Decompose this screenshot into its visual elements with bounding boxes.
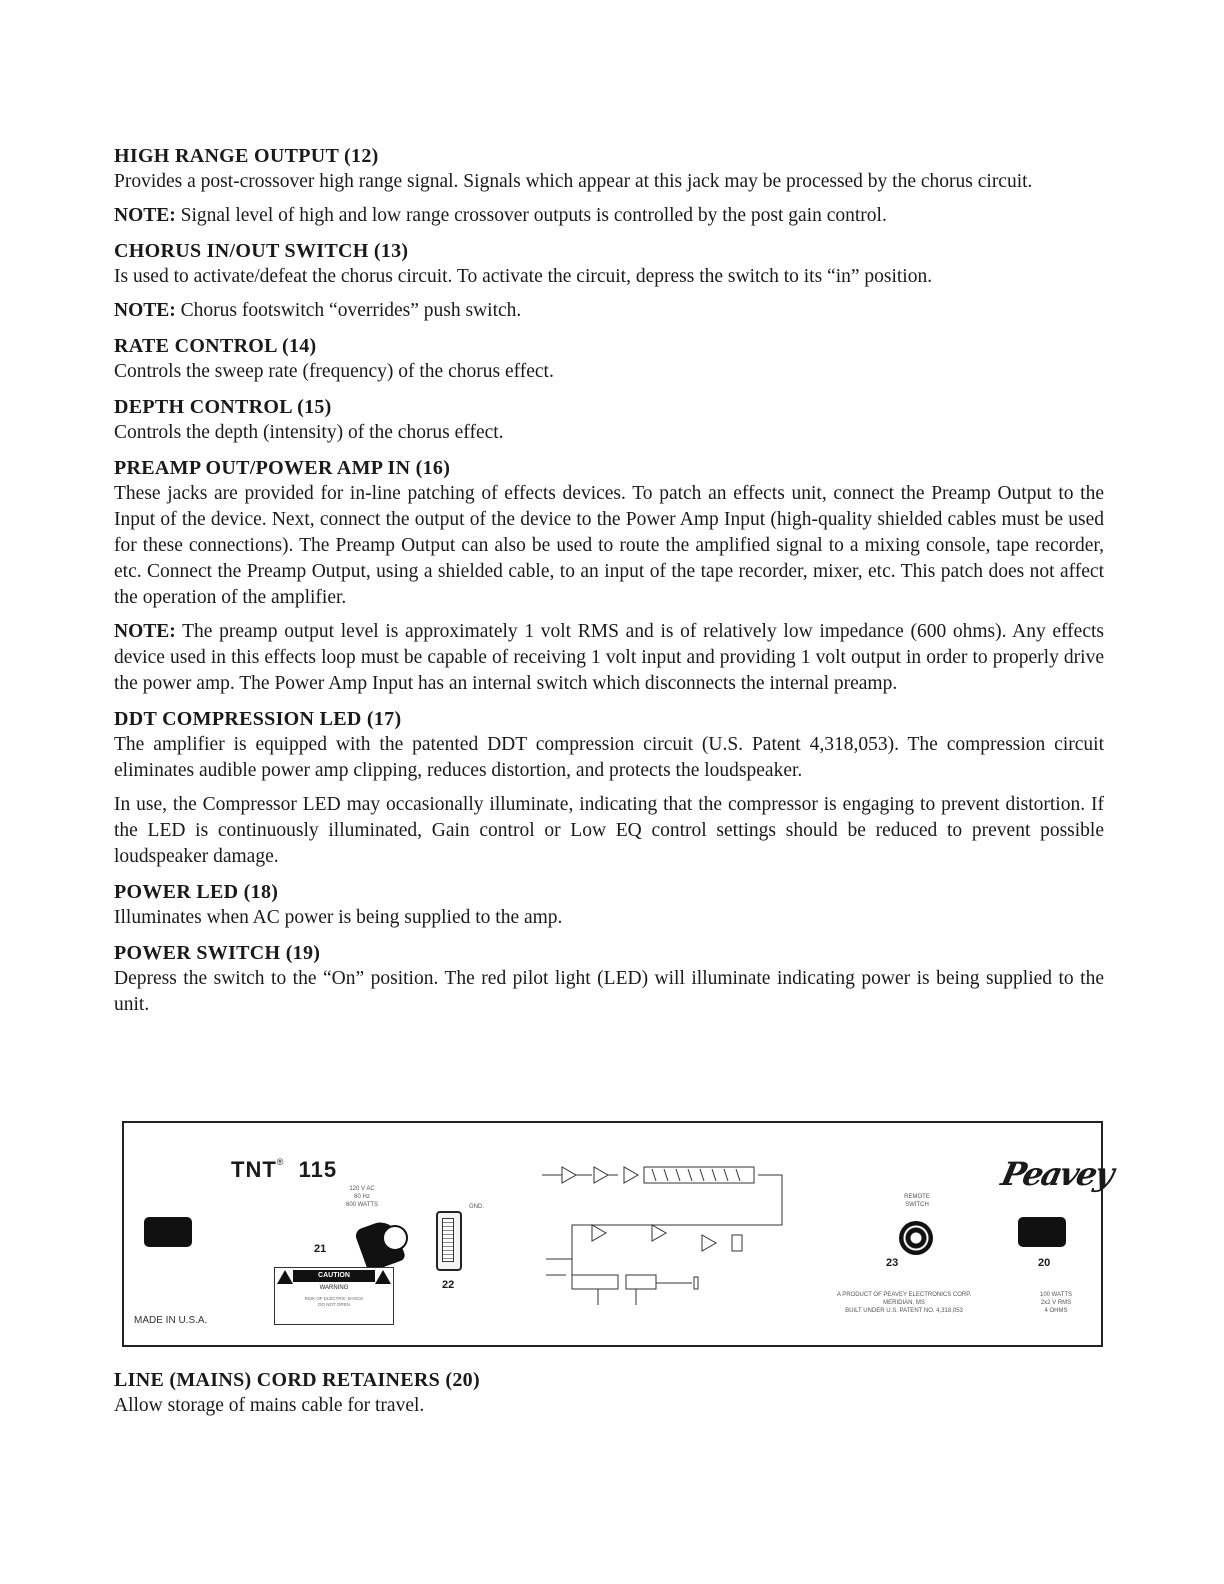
section-paragraph (114, 298, 1104, 324)
section-paragraph (114, 905, 1104, 931)
paragraph-text: These jacks are provided for in-line patching of effects devices. To patch an effects unit, connect the Preamp Output to the Input of the device. Next, connect the output of the device to the Power Amp Input (high-quality shielded cables must be used for these connections). The Preamp Output can also be used to route the amplified signal to a mixing console, tape recorder, etc. Connect the Preamp Output, using a shielded cable, to an input of the tape recorder, mixer, etc. This patch does not affect the operation of the amplifier. (114, 483, 1104, 608)
paragraph-text: Depress the switch to the “On” position. The red pilot light (LED) will illuminate indicating power is being supplied to the unit. (114, 968, 1104, 1015)
warning-label (274, 1267, 394, 1325)
manual-section (114, 238, 1104, 324)
warning-triangle-icon (277, 1270, 293, 1284)
paragraph-text: The preamp output level is approximately 1 volt RMS and is of relatively low impedance (600 ohms). Any effects device used in this effects loop must be capable of receiving 1 volt input and providing 1 volt output in order to properly drive the power amp. The Power Amp Input has an internal switch which disconnects the internal preamp. (114, 621, 1104, 694)
callout-22: 22 (442, 1279, 455, 1291)
callout-21: 21 (314, 1243, 327, 1255)
paragraph-text: Controls the depth (intensity) of the chorus effect. (114, 422, 504, 443)
section-text: Allow storage of mains cable for travel. (114, 1395, 425, 1416)
left-cord-retainer (144, 1217, 192, 1247)
paragraph-text: Chorus footswitch “overrides” push switch. (175, 300, 522, 321)
section-paragraph (114, 420, 1104, 446)
callout-23: 23 (886, 1257, 899, 1269)
manual-section (114, 143, 1104, 229)
manufacturer-info: A PRODUCT OF PEAVEY ELECTRONICS CORP. MERIDIAN, MS BUILT UNDER U.S. PATENT NO. 4,318,053 (836, 1292, 972, 1314)
remote-switch-jack (899, 1221, 933, 1255)
section-heading: CHORUS IN/OUT SWITCH (13) (114, 240, 409, 262)
note-label: NOTE: (114, 621, 176, 642)
note-label: NOTE: (114, 300, 176, 321)
section-heading: RATE CONTROL (14) (114, 335, 317, 357)
paragraph-text: Controls the sweep rate (frequency) of the chorus effect. (114, 361, 554, 382)
paragraph-text: Signal level of high and low range crossover outputs is controlled by the post gain control. (175, 205, 887, 226)
manual-section (114, 394, 1104, 446)
section-paragraph (114, 966, 1104, 1018)
paragraph-text: In use, the Compressor LED may occasionally illuminate, indicating that the compressor is engaging to prevent distortion. If the LED is continuously illuminated, Gain control or Low EQ control settings should be reduced to prevent possible loudspeaker damage. (114, 794, 1104, 867)
cord-retainers-section (114, 1367, 1104, 1419)
caution-banner: CAUTION (293, 1270, 375, 1282)
model-name: TNT® 115 (231, 1157, 338, 1182)
section-heading: HIGH RANGE OUTPUT (12) (114, 145, 379, 167)
right-cord-retainer (1018, 1217, 1066, 1247)
warning-triangle-icon (375, 1270, 391, 1284)
output-rating: 100 WATTS 2x2 V RMS 4 OHMS (1039, 1292, 1072, 1314)
rear-panel-diagram (122, 1121, 1116, 1347)
caution-subtext: RISK OF ELECTRIC SHOCK DO NOT OPEN (304, 1296, 364, 1307)
manual-section (114, 706, 1104, 870)
voltage-label: 120 V AC 60 Hz 600 WATTS (345, 1186, 378, 1208)
section-heading: DEPTH CONTROL (15) (114, 396, 332, 418)
section-paragraph (114, 169, 1104, 195)
section-heading: POWER LED (18) (114, 881, 279, 903)
power-switch-ring (382, 1225, 408, 1251)
warning-text: WARNING (319, 1285, 349, 1291)
peavey-logo: Peavey (997, 1155, 1116, 1193)
paragraph-text: Illuminates when AC power is being supplied to the amp. (114, 907, 563, 928)
made-in-label: MADE IN U.S.A. (134, 1315, 208, 1326)
manual-section (114, 333, 1104, 385)
paragraph-text: The amplifier is equipped with the patented DDT compression circuit (U.S. Patent 4,318,053). The compression circuit eliminates audible power amp clipping, reduces distortion, and protects the loudspeaker. (114, 734, 1104, 781)
paragraph-text: Provides a post-crossover high range signal. Signals which appear at this jack may be processed by the chorus circuit. (114, 171, 1033, 192)
fuse-grille (442, 1218, 454, 1262)
block-diagram (532, 1155, 792, 1325)
section-heading: POWER SWITCH (19) (114, 942, 321, 964)
section-heading: PREAMP OUT/POWER AMP IN (16) (114, 457, 451, 479)
section-paragraph (114, 481, 1104, 611)
section-heading: DDT COMPRESSION LED (17) (114, 708, 402, 730)
remote-switch-label: REMOTE SWITCH (904, 1194, 930, 1208)
note-label: NOTE: (114, 205, 176, 226)
callout-20: 20 (1038, 1257, 1051, 1269)
section-paragraph (114, 619, 1104, 697)
gnd-label: GND. (469, 1204, 484, 1210)
manual-section (114, 455, 1104, 697)
section-paragraph (114, 203, 1104, 229)
paragraph-text: Is used to activate/defeat the chorus circuit. To activate the circuit, depress the switch to its “in” position. (114, 266, 933, 287)
section-heading: LINE (MAINS) CORD RETAINERS (20) (114, 1369, 480, 1391)
manual-section (114, 879, 1104, 931)
manual-body (114, 143, 1104, 1027)
section-paragraph (114, 359, 1104, 385)
section-paragraph (114, 792, 1104, 870)
manual-section (114, 940, 1104, 1018)
fuse-holder (436, 1211, 462, 1271)
section-paragraph (114, 732, 1104, 784)
section-paragraph (114, 264, 1104, 290)
